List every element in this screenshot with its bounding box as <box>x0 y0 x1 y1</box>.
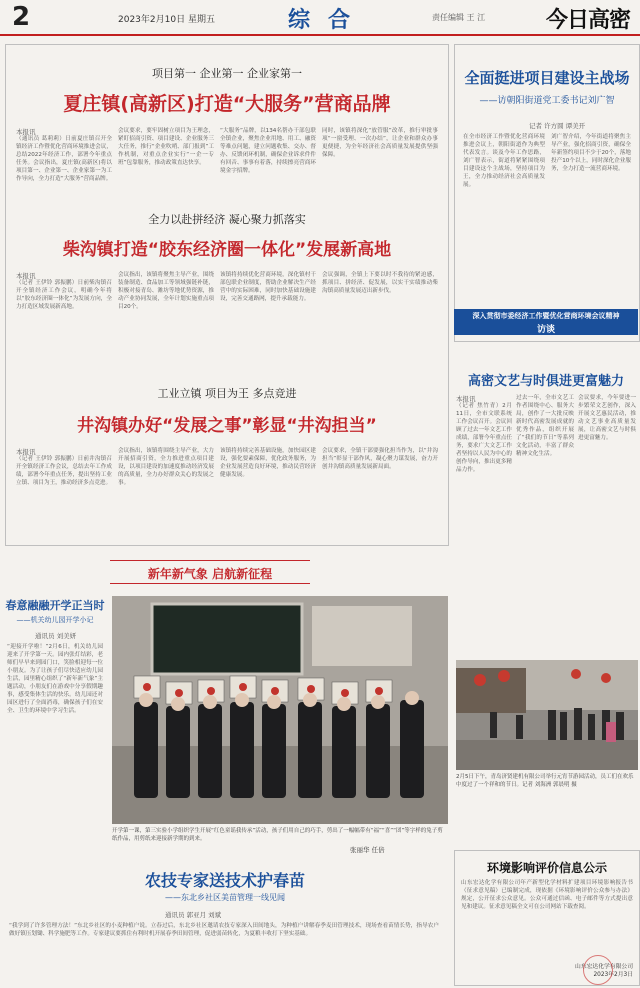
notice-title: 环境影响评价信息公示 <box>486 861 607 875</box>
article1-column-3: “大服务”品牌，以134名帮办干部包联全镇企业，聚焦企业用地、用工、融资等难点问题，建立问题收集、交办、督办、反馈闭环机制，确保企业诉求件件有回音、事事有着落，持续擦亮营商环境金字招牌。 <box>220 128 316 174</box>
article2-headline: 柴沟镇打造“胶东经济圈一体化”发展新高地 <box>62 240 392 260</box>
interview-title: 全面挺进项目建设主战场 <box>464 69 630 87</box>
article2-column-4: 会议强调，全镇上下要以时不我待的紧迫感，抓项目、拼经济、促发展，以实干实绩推动柴沟镇高质量发展迈出新步伐。 <box>322 272 438 294</box>
page-number: 2 <box>12 2 31 32</box>
main-news-box <box>5 44 449 546</box>
culture-column-2: 过去一年，全市文艺工作者围绕中心、服务大局，创作了一大批反映新时代高密发展成就的优秀作品，组织开展了“我们的节日”等系列文化活动，丰富了群众精神文化生活。 <box>516 395 574 457</box>
festival-photo-caption: 2月5日下午，青岛济贤建机有限公司举行元宵节游园活动，员工们在欢乐中度过了一个祥和的节日。记者 刘海洲 郭晨明 摄 <box>456 774 634 788</box>
company-seal <box>583 955 613 985</box>
notice-signature: 山东宏达化学有限公司 2023年2月3日 <box>575 964 633 978</box>
article2-kicker: 全力以赴拼经济 凝心聚力抓落实 <box>148 213 306 226</box>
issue-date: 2023年2月10日 星期五 <box>118 15 215 25</box>
class-photo-caption: 开学第一课，第三实验小学组织学生开展“红色童谣我传承”活动，孩子们用自己的巧手，剪出了一幅幅带有“福”“喜”“团”等字样的兔子剪纸作品，用剪纸来迎接新学期的到来。 <box>112 828 443 842</box>
article2-column-1: （记者 王伊铃 郭振鹏）日前柴沟镇召开全镇经济工作会议，明确今年将以“胶东经济圈一体化”为发展方向，全力打造区域发展新高地。 <box>16 280 112 310</box>
spring-subtitle: ——机关幼儿园开学小记 <box>16 616 94 624</box>
interview-banner <box>454 309 638 335</box>
culture-byline: 本报讯 <box>456 395 476 403</box>
article1-headline: 夏庄镇(高新区)打造“大服务”营商品牌 <box>63 93 391 115</box>
interview-byline: 记者 许方圆 谭美开 <box>529 122 586 130</box>
article3-column-3: 该镇将持续完善基础设施，加快园区建设，强化要素保障，优化政务服务，为企业发展营造良好环境，推动民营经济健康发展。 <box>220 448 316 478</box>
spring-article <box>5 595 105 885</box>
article2-column-2: 会议指出，该镇将聚焦主导产业，围绕装备制造、食品加工等领域强链补链，积极对接青岛、潍坊等地优势资源，推动产业协同发展，全年计划实施重点项目20个。 <box>118 272 214 310</box>
interview-subtitle: ——访朝阳街道党工委书记刘广智 <box>479 96 615 106</box>
interview-banner-top: 深入贯彻市委经济工作暨优化营商环境会议精神 <box>472 312 620 320</box>
agri-body: “我学到了许多管理方法！”东北乡社区的小麦种植户说。立春过后，东北乡社区邀请农技专家深入田间地头，为种植户讲解春季麦田管理技术，现场查看苗情长势，指导农户做好镇压划锄、科学施肥等工作。专家建议要抓住有利时机开展春季田间管理，促进弱苗转化，为夏粮丰收打下坚实基础。 <box>9 923 439 937</box>
interview-column-2: 刘广智介绍，今年街道将聚焦主导产业，强化招商引资，确保全年新签约项目不少于20个，落地投产10个以上，同时深化企业服务，全力打造一流营商环境。 <box>551 134 631 172</box>
culture-title: 高密文艺与时俱进更富魅力 <box>467 374 624 389</box>
culture-column-3: 会议要求，今年要进一步繁荣文艺创作，深入开展文艺惠民活动，推动文艺事业高质量发展，让高密文艺与时俱进更富魅力。 <box>578 395 636 441</box>
article2-byline: 本报讯 <box>16 272 36 280</box>
article3-kicker: 工业立镇 项目为王 多点竞进 <box>157 387 297 400</box>
newspaper-logo: 今日高密 <box>546 7 631 33</box>
culture-column-1: （记者 焦竹青）2月11日，全市文联系统工作会议召开。会议回顾了过去一年文艺工作成绩，部署今年重点任务，要求广大文艺工作者坚持以人民为中心的创作导向，推出更多精品力作。 <box>456 403 512 473</box>
interview-banner-bottom: 访谈 <box>536 325 555 335</box>
article1-column-4: 同时，该镇将深化“放管服”改革，推行审批事项“一窗受理、一次办结”，让企业和群众办事更便捷，为全年经济社会高质量发展提供坚强保障。 <box>322 128 438 158</box>
festival-photo <box>456 660 638 770</box>
spring-byline: 通讯员 刘美妍 <box>35 632 77 640</box>
agri-article <box>5 860 445 988</box>
page-header <box>0 0 640 36</box>
section-name: 综合 <box>288 7 369 33</box>
agri-title: 农技专家送技术护春苗 <box>144 871 305 890</box>
article1-column-1: （通讯员 葛莉莉）日前夏庄镇召开全镇经济工作暨优化营商环境推进会议，总结2022年经济工作，部署今年重点任务。会议指出，夏庄镇(高新区)将以项目第一、企业第一、企业家第一为工作导向，全力打造“大服务”营商品牌。 <box>16 136 112 182</box>
interview-box <box>454 44 640 342</box>
article3-byline: 本报讯 <box>16 448 36 456</box>
article1-column-2: 会议要求，要牢固树立项目为王理念，紧盯招商引资、项目建设、企业服务三大任务，推行“企业吹哨、部门报到”工作机制，对重点企业实行“一企一专班”包靠服务，推动政策直达快享。 <box>118 128 214 166</box>
students-photo-image <box>112 596 448 824</box>
class-photo-credit: 张丽华 任倍 <box>350 846 385 854</box>
article3-column-2: 会议指出，该镇将围绕主导产业，大力开展招商引资，全力推进重点项目建设，以项目建设的加速度推动经济发展的高质量，全力办好群众关心的发展之事。 <box>118 448 214 486</box>
spring-title: 春意融融开学正当时 <box>5 599 105 612</box>
spring-body: “迎接开学啦！”2月6日，机关幼儿园迎来了开学第一天。园内张灯结彩，老师们早早来到园门口，笑脸相迎每一位小朋友。为了让孩子们尽快适应幼儿园生活，园里精心组织了“新年新气象”主题活动，小朋友们在游戏中分享假期趣事，感受集体生活的快乐。幼儿园还对园区进行了全面消毒，确保孩子们在安全、卫生的环境中学习生活。 <box>7 644 103 714</box>
article1-byline: 本报讯 <box>16 128 36 136</box>
article3-headline: 井沟镇办好“发展之事”彰显“井沟担当” <box>77 416 377 436</box>
new-year-banner-text: 新年新气象 启航新征程 <box>147 567 273 581</box>
editor-credit: 责任编辑 王 江 <box>432 13 486 22</box>
article3-column-1: （记者 王伊铃 郭振鹏）日前井沟镇召开全镇经济工作会议，总结去年工作成绩，部署今年重点任务，提出坚持工业立镇、项目为王，推动经济多点竞进。 <box>16 456 112 486</box>
new-year-banner <box>110 560 310 584</box>
article1-kicker: 项目第一 企业第一 企业家第一 <box>152 67 302 80</box>
festival-scene-image <box>456 660 638 770</box>
article2-column-3: 该镇将持续优化营商环境，深化镇村干部包联企业制度，帮助企业解决生产经营中的实际困难，同时加快基础设施建设，完善交通路网，提升承载能力。 <box>220 272 316 302</box>
notice-body: 山东宏达化学有限公司年产新型化学材料扩建项目环境影响报告书（征求意见稿）已编制完成，现依据《环境影响评价公众参与办法》规定，公开征求公众意见。公众可通过信函、电子邮件等方式提出意见和建议。征求意见稿全文可在公司网站下载查阅。 <box>461 880 633 910</box>
notice-box <box>454 850 640 986</box>
class-photo <box>112 596 448 824</box>
agri-byline: 通讯员 郭亚月 刘斌 <box>165 911 222 919</box>
agri-subtitle: ——东北乡社区美苗管理一线见闻 <box>165 893 285 902</box>
interview-column-1: 在全市经济工作暨优化营商环境推进会议上，朝阳街道作为典型代表发言。谈及今年工作思路，刘广智表示，街道将紧紧围绕项目建设这个主战场，坚持项目为王，全力推动经济社会高质量发展。 <box>463 134 545 188</box>
article3-column-4: 会议要求，全镇干部要强化担当作为，以“井沟担当”彰显干部作风，凝心聚力谋发展，奋力开创井沟镇高质量发展新局面。 <box>322 448 438 470</box>
